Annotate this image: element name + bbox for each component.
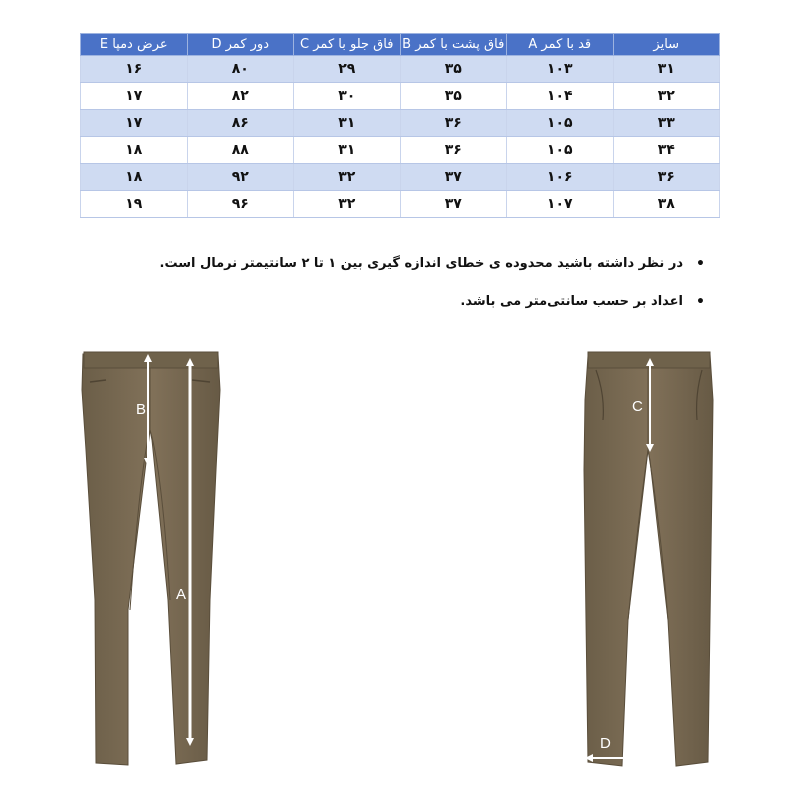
- table-cell: ۳۸: [613, 191, 720, 218]
- table-cell: ۱۸: [81, 137, 188, 164]
- table-cell: ۱۰۷: [507, 191, 614, 218]
- table-cell: ۱۰۵: [507, 110, 614, 137]
- table-cell: ۳۴: [613, 137, 720, 164]
- table-cell: ۳۱: [613, 56, 720, 83]
- label-b: B: [136, 401, 147, 418]
- table-cell: ۳۵: [400, 83, 507, 110]
- table-cell: ۹۲: [187, 164, 294, 191]
- table-cell: ۲۹: [294, 56, 401, 83]
- label-d: D: [600, 735, 611, 752]
- table-cell: ۳۶: [400, 110, 507, 137]
- table-cell: ۳۲: [294, 164, 401, 191]
- header-back-rise-b: فاق پشت با کمر B: [400, 34, 507, 56]
- header-length-a: قد با کمر A: [507, 34, 614, 56]
- table-cell: ۸۲: [187, 83, 294, 110]
- table-cell: ۱۹: [81, 191, 188, 218]
- bullet-icon: •: [696, 256, 705, 272]
- label-a: A: [176, 586, 187, 603]
- table-cell: ۸۰: [187, 56, 294, 83]
- header-size: سایز: [613, 34, 720, 56]
- note-text: اعداد بر حسب سانتی‌متر می باشد.: [460, 294, 683, 309]
- table-cell: ۳۳: [613, 110, 720, 137]
- table-cell: ۱۷: [81, 83, 188, 110]
- header-front-rise-c: فاق جلو با کمر C: [294, 34, 401, 56]
- table-cell: ۳۶: [613, 164, 720, 191]
- table-cell: ۱۰۳: [507, 56, 614, 83]
- table-cell: ۱۷: [81, 110, 188, 137]
- table-cell: ۹۶: [187, 191, 294, 218]
- table-cell: ۳۶: [400, 137, 507, 164]
- note-text: در نظر داشته باشید محدوده ی خطای اندازه گیری بین ۱ تا ۲ سانتیمتر نرمال است.: [159, 256, 683, 271]
- label-c: C: [632, 398, 643, 415]
- table-cell: ۳۷: [400, 164, 507, 191]
- header-hem-width-e: عرض دمپا E: [81, 34, 188, 56]
- table-cell: ۸۶: [187, 110, 294, 137]
- front-view-pants: [584, 352, 713, 766]
- table-cell: ۳۱: [294, 110, 401, 137]
- table-cell: ۳۰: [294, 83, 401, 110]
- table-cell: ۱۰۴: [507, 83, 614, 110]
- table-cell: ۱۶: [81, 56, 188, 83]
- table-cell: ۳۵: [400, 56, 507, 83]
- table-cell: ۳۲: [294, 191, 401, 218]
- table-cell: ۱۸: [81, 164, 188, 191]
- table-cell: ۳۱: [294, 137, 401, 164]
- table-cell: ۳۲: [613, 83, 720, 110]
- header-waist-d: دور کمر D: [187, 34, 294, 56]
- table-cell: ۸۸: [187, 137, 294, 164]
- table-cell: ۳۷: [400, 191, 507, 218]
- table-cell: ۱۰۵: [507, 137, 614, 164]
- back-view-pants: [82, 352, 220, 765]
- bullet-icon: •: [696, 294, 705, 310]
- table-cell: ۱۰۶: [507, 164, 614, 191]
